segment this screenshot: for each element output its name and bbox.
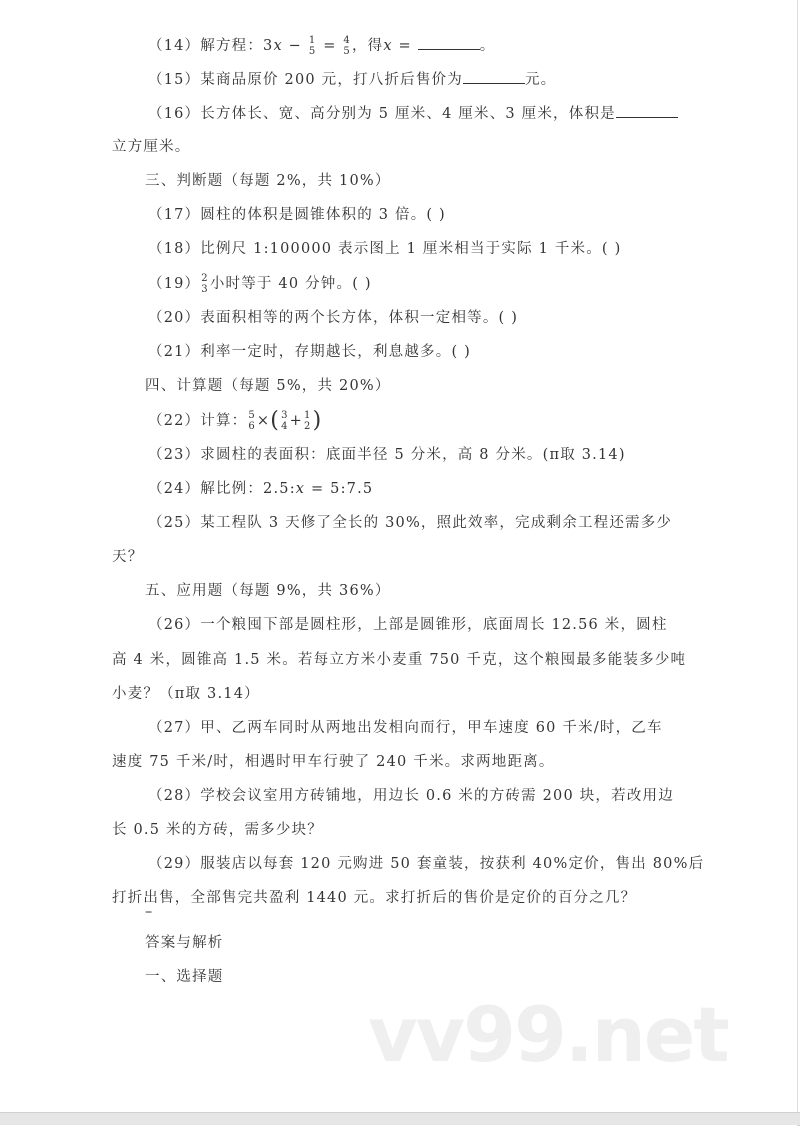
fraction [309, 35, 317, 57]
den: 3 [201, 284, 209, 295]
question-17: （17）圆柱的体积是圆锥体积的 3 倍。( ) [148, 207, 446, 223]
answer-blank [616, 103, 678, 118]
q16-text: （16）长方体长、宽、高分别为 5 厘米、4 厘米、3 厘米，体积是 [148, 106, 616, 122]
num: 5 [248, 410, 256, 421]
fraction [343, 35, 351, 57]
section-heading: 五、应用题（每题 9%，共 36%） [145, 583, 391, 599]
den: 5 [308, 46, 317, 57]
q14-end: 。 [479, 38, 496, 54]
fraction [304, 410, 312, 432]
op: − [282, 38, 308, 54]
num: 3 [281, 410, 289, 421]
num: 4 [343, 35, 351, 46]
question-25: （25）某工程队 3 天修了全长的 30%，照此效率，完成剩余工程还需多少 [148, 515, 673, 531]
q25-cont: 天？ [112, 549, 144, 565]
next-page [0, 1125, 797, 1145]
answers-title: 答案与解析 [145, 935, 224, 951]
watermark: vv99.net [368, 990, 728, 1079]
page-gap [0, 1112, 800, 1126]
fraction [248, 410, 256, 432]
question-23: （23）求圆柱的表面积：底面半径 5 分米，高 8 分米。(π取 3.14) [148, 447, 626, 463]
den: 2 [304, 421, 312, 432]
op: = [317, 38, 343, 54]
question-24 [148, 479, 373, 499]
question-14 [148, 35, 495, 57]
q29-cont: 打折出售，全部售完共盈利 1440 元。求打折后的售价是定价的百分之几？ [112, 890, 637, 906]
var-x: x [273, 38, 283, 54]
fraction [201, 273, 209, 295]
var-x: x [295, 481, 306, 497]
dash: – [145, 904, 154, 920]
var-x: x [383, 38, 393, 54]
num: 1 [304, 410, 312, 421]
q22-prefix: （22）计算： [148, 413, 248, 429]
question-28: （28）学校会议室用方砖铺地，用边长 0.6 米的方砖需 200 块，若改用边 [148, 788, 674, 804]
q15-end: 元。 [524, 72, 557, 88]
question-19 [148, 273, 372, 295]
section-heading: 一、选择题 [145, 969, 224, 985]
num: 2 [201, 273, 209, 284]
question-20: （20）表面积相等的两个长方体，体积一定相等。( ) [148, 310, 519, 326]
section-heading: 四、计算题（每题 5%，共 20%） [145, 378, 391, 394]
question-26: （26）一个粮囤下部是圆柱形，上部是圆锥形，底面周长 12.56 米，圆柱 [148, 617, 668, 633]
q19-prefix: （19） [148, 276, 201, 292]
q14-text: （14）解方程：3 [148, 38, 274, 54]
question-15 [148, 69, 556, 90]
question-18: （18）比例尺 1:100000 表示图上 1 厘米相当于实际 1 千米。( ) [148, 241, 622, 257]
question-27: （27）甲、乙两车同时从两地出发相向而行，甲车速度 60 千米/时，乙车 [148, 720, 663, 736]
op: = [392, 38, 418, 54]
q15-text: （15）某商品原价 200 元，打八折后售价为 [148, 72, 463, 88]
q26-cont: 小麦？（π取 3.14） [112, 686, 260, 702]
q16-cont: 立方厘米。 [112, 139, 191, 155]
num: 1 [308, 35, 317, 46]
q19-text: 小时等于 40 分钟。( ) [209, 276, 372, 292]
fraction [281, 410, 289, 432]
answer-blank [418, 35, 480, 50]
q24-rest: = 5:7.5 [305, 481, 374, 497]
den: 6 [248, 421, 256, 432]
den: 4 [281, 421, 289, 432]
den: 5 [343, 46, 351, 57]
op: × [256, 413, 271, 429]
q26-cont: 高 4 米，圆锥高 1.5 米。若每立方米小麦重 750 千克，这个粮囤最多能装多少吨 [112, 652, 687, 668]
q28-cont: 长 0.5 米的方砖，需多少块？ [112, 822, 323, 838]
question-22: （22）计算： 5 6 ×( 3 4 + 1 2 ) [148, 408, 323, 433]
q14-text: ，得 [351, 38, 384, 54]
op: + [289, 413, 303, 429]
q27-cont: 速度 75 千米/时，相遇时甲车行驶了 240 千米。求两地距离。 [112, 754, 555, 770]
question-29: （29）服装店以每套 120 元购进 50 套童装，按获利 40%定价，售出 80%后 [148, 856, 705, 872]
section-heading: 三、判断题（每题 2%，共 10%） [145, 173, 391, 189]
question-16 [148, 103, 678, 124]
q24-prefix: （24）解比例：2.5: [148, 481, 296, 497]
answer-blank [463, 69, 525, 84]
question-21: （21）利率一定时，存期越长，利息越多。( ) [148, 344, 471, 360]
